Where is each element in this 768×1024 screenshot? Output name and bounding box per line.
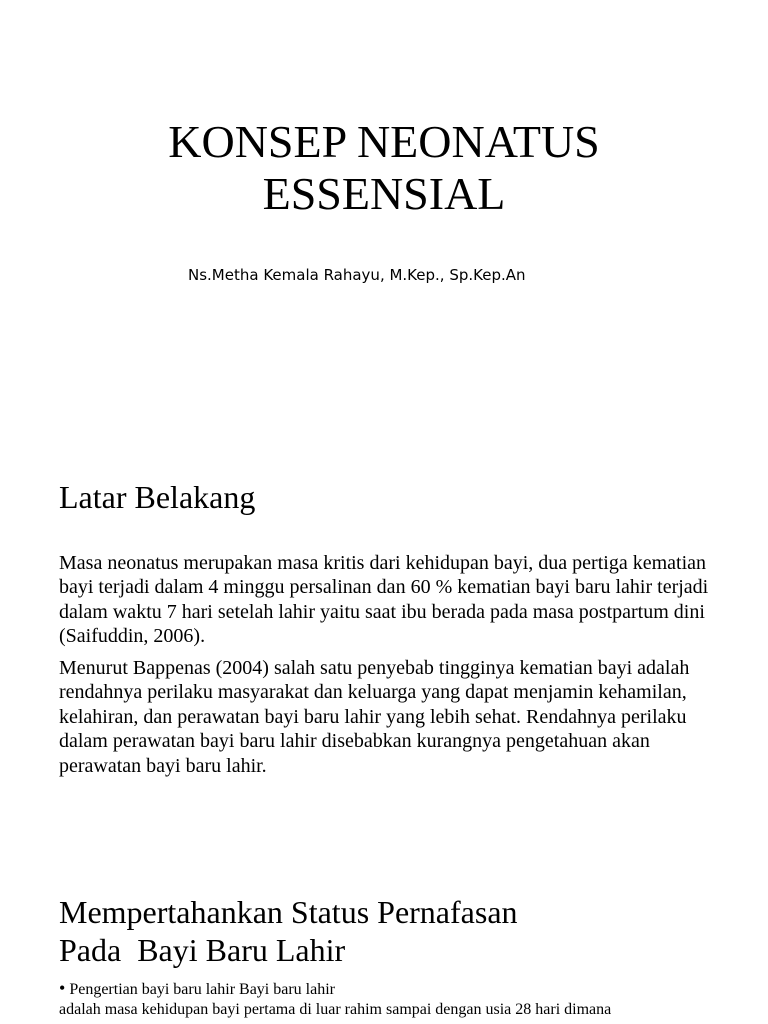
title-line-1: KONSEP NEONATUS xyxy=(168,116,600,167)
paragraph-1: Masa neonatus merupakan masa kritis dari kehidupan bayi, dua pertiga kematian bayi terjadi dalam 4 minggu persalinan dan 60 % kematian bayi baru lahir terjadi dalam waktu 7 hari setelah lahir yaitu saat ibu berada pada masa postpartum dini (Saifuddin, 2006). xyxy=(59,552,709,648)
slide-title xyxy=(0,116,768,220)
title-slide xyxy=(0,0,768,420)
heading-line-2: Pada Bayi Baru Lahir xyxy=(59,932,346,968)
bullet-detail: adalah masa kehidupan bayi pertama di luar rahim sampai dengan usia 28 hari dimana xyxy=(59,1001,612,1018)
respiration-slide xyxy=(0,840,768,1024)
author-name: Ns.Metha Kemala Rahayu, M.Kep., Sp.Kep.An xyxy=(188,266,526,284)
slide-heading: Latar Belakang xyxy=(59,479,256,515)
heading-line-1: Mempertahankan Status Pernafasan xyxy=(59,894,518,930)
bullet-item xyxy=(59,978,699,1000)
bullet-text: Pengertian bayi baru lahir Bayi baru lahir xyxy=(69,981,335,998)
title-line-2: ESSENSIAL xyxy=(262,168,506,219)
bullet-icon: • xyxy=(59,978,66,998)
background-slide xyxy=(0,420,768,840)
paragraph-2: Menurut Bappenas (2004) salah satu penyebab tingginya kematian bayi adalah rendahnya perilaku masyarakat dan keluarga yang dapat menjamin kehamilan, kelahiran, dan perawatan bayi baru lahir yang lebih sehat. Rendahnya perilaku dalam perawatan bayi baru lahir disebabkan kurangnya pengetahuan akan perawatan bayi baru lahir. xyxy=(59,657,690,777)
slide-heading xyxy=(59,893,619,969)
